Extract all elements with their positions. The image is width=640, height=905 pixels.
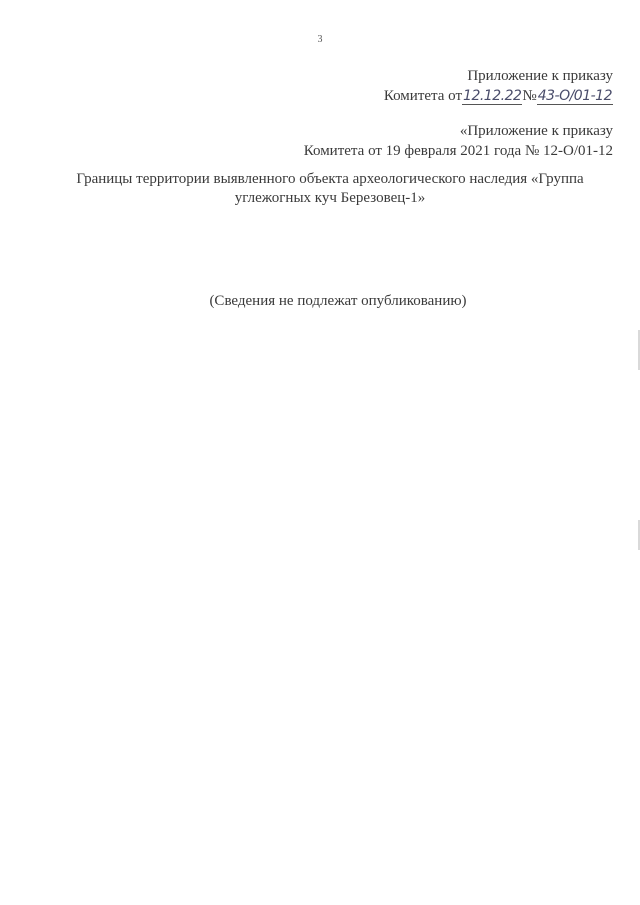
appendix-previous: [304, 121, 613, 161]
not-published-notice: (Сведения не подлежат опубликованию): [209, 293, 467, 309]
appendix-previous-line1: «Приложение к приказу: [459, 123, 613, 139]
document-title-line2: углежогных куч Березовец-1»: [234, 190, 426, 206]
page-number: 3: [317, 34, 323, 45]
document-title: [60, 170, 600, 208]
appendix-previous-line2: Комитета от 19 февраля 2021 года № 12-О/01-12: [303, 143, 613, 159]
appendix-current: [384, 66, 613, 106]
handwritten-order-number: 43-О/01-12: [537, 88, 612, 104]
document-title-line1: Границы территории выявленного объекта археологического наследия «Группа: [76, 171, 584, 187]
committee-from-label: Комитета от: [383, 88, 463, 104]
number-sign: №: [522, 88, 537, 104]
handwritten-date: 12.12.22: [463, 88, 522, 104]
appendix-current-line2: [384, 86, 613, 106]
appendix-current-line1: Приложение к приказу: [467, 68, 613, 84]
